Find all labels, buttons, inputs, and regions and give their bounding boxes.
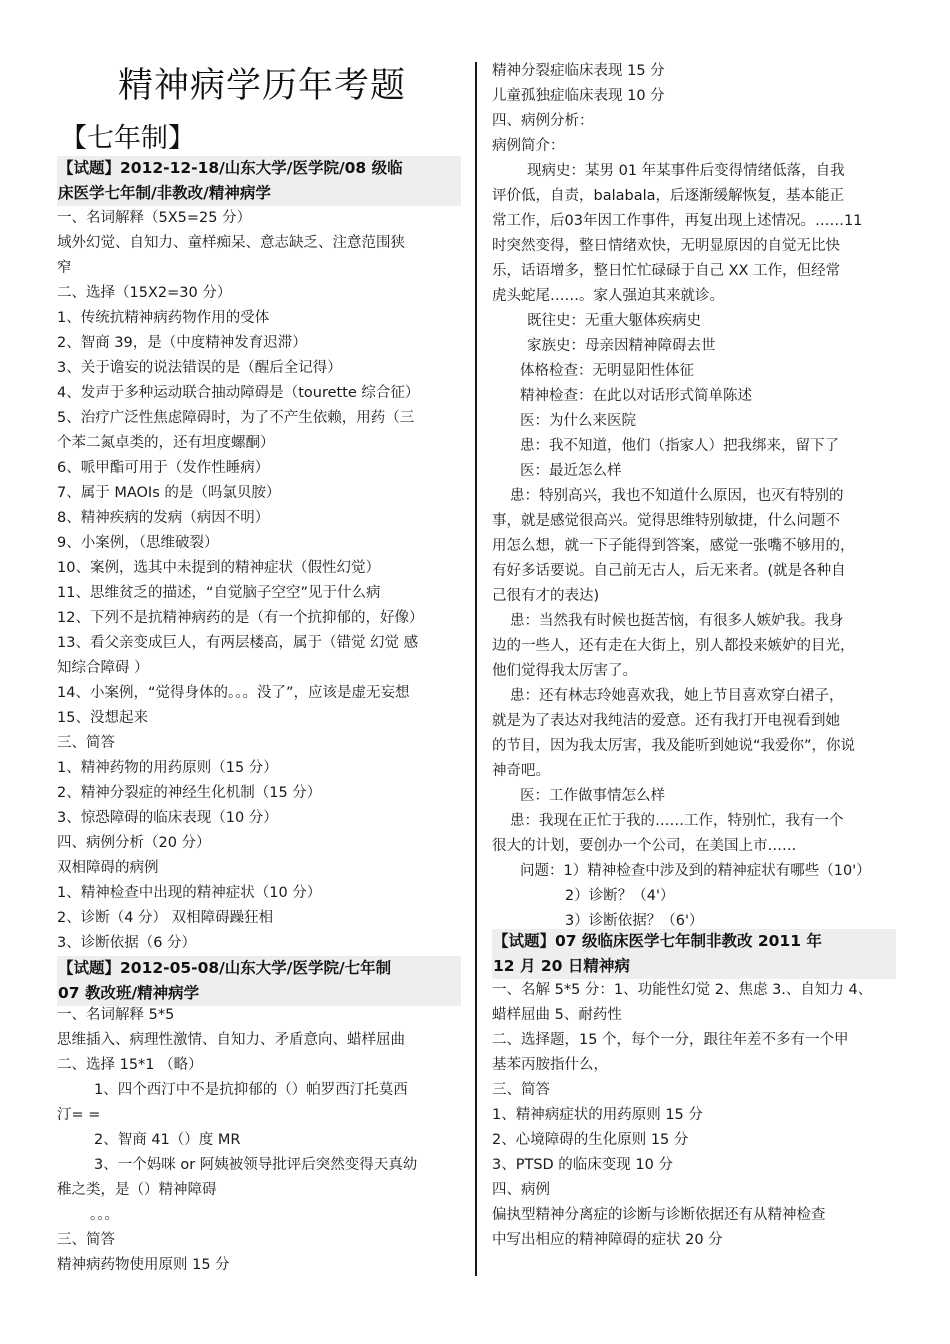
exam-line: 域外幻觉、自知力、童样痴呆、意志缺乏、注意范围狭 <box>57 235 405 251</box>
case-line: 家族史：母亲因精神障碍去世 <box>527 338 716 354</box>
exam-line: 基苯丙胺指什么， <box>492 1057 608 1073</box>
exam-line: 知综合障碍 ） <box>57 660 149 676</box>
section-header-line: 07 教改班/精神病学 <box>58 984 200 1002</box>
exam-line: 14、小案例，“觉得身体的。。。没了”，应该是虚无妄想 <box>57 685 410 701</box>
case-line: 患：特别高兴，我也不知道什么原因，也灭有特别的 <box>510 488 844 504</box>
exam-line: 个苯二氮卓类的，还有坦度螺酮） <box>57 435 275 451</box>
case-line: 患：我不知道，他们（指家人）把我绑来，留下了 <box>520 438 839 454</box>
exam-header-2012-12 <box>57 156 461 206</box>
exam-line: 1、传统抗精神病药物作用的受体 <box>57 310 270 326</box>
exam-line: 6、哌甲酯可用于（发作性睡病） <box>57 460 270 476</box>
case-line: 现病史：某男 01 年某事件后变得情绪低落，自我 <box>527 163 845 179</box>
case-line: 的节目，因为我太厉害，我及能听到她说“我爱你”，你说 <box>492 738 856 754</box>
section-header-line: 【试题】2012-05-08/山东大学/医学院/七年制 <box>58 959 392 977</box>
exam-line: 思维插入、病理性激情、自知力、矛盾意向、蜡样屈曲 <box>57 1032 405 1048</box>
case-line: 患：还有林志玲她喜欢我，她上节目喜欢穿白裙子， <box>510 688 844 704</box>
case-line: 很大的计划，要创办一个公司，在美国上市…… <box>492 838 797 854</box>
exam-line: 15、没想起来 <box>57 710 148 726</box>
exam-line: 4、发声于多种运动联合抽动障碍是（tourette 综合征） <box>57 385 420 401</box>
case-line: 医：工作做事情怎么样 <box>520 788 665 804</box>
exam-line: 二、选择题，15 个，每个一分，跟往年差不多有一个甲 <box>492 1032 849 1048</box>
case-line: 病例简介： <box>492 138 565 154</box>
exam-line: 2、智商 41（）度 MR <box>94 1132 241 1148</box>
page-subtitle: 【七年制】 <box>60 123 195 154</box>
exam-line: 1、精神病症状的用药原则 15 分 <box>492 1107 703 1123</box>
exam-line: 1、精神药物的用药原则（15 分） <box>57 760 278 776</box>
case-line: 就是为了表达对我纯洁的爱意。还有我打开电视看到她 <box>492 713 840 729</box>
exam-line: 一、名词解释（5X5=25 分） <box>57 210 252 226</box>
case-line: 神奇吧。 <box>492 763 550 779</box>
exam-line: 3、PTSD 的临床变现 10 分 <box>492 1157 673 1173</box>
exam-header-2011-12 <box>492 929 896 979</box>
case-line: 医：为什么来医院 <box>520 413 636 429</box>
case-line: 用怎么想，就一下子能得到答案，感觉一张嘴不够用的， <box>492 538 855 554</box>
exam-line: 四、病例分析（20 分） <box>57 835 211 851</box>
exam-line: 2、诊断（4 分） 双相障碍躁狂相 <box>57 910 274 926</box>
case-line: 常工作，后03年因工作事件，再复出现上述情况。……11 <box>492 213 863 229</box>
case-line: 患：当然我有时候也挺苦恼，有很多人嫉妒我。我身 <box>510 613 844 629</box>
case-line: 儿童孤独症临床表现 10 分 <box>492 88 665 104</box>
case-line: 体格检查：无明显阳性体征 <box>520 363 694 379</box>
exam-line: 10、案例，选其中未提到的精神症状（假性幻觉） <box>57 560 380 576</box>
exam-line: 二、选择（15X2=30 分） <box>57 285 232 301</box>
exam-line: 一、名解 5*5 分：1、功能性幻觉 2、焦虑 3.、自知力 4、 <box>492 982 873 998</box>
case-line: 医：最近怎么样 <box>520 463 622 479</box>
exam-line: 2、智商 39，是（中度精神发育迟滞） <box>57 335 307 351</box>
case-line: 虎头蛇尾……。家人强迫其来就诊。 <box>492 288 724 304</box>
exam-line: 3、诊断依据（6 分） <box>57 935 197 951</box>
exam-line: 1、四个西汀中不是抗抑郁的（）帕罗西汀托莫西 <box>94 1082 408 1098</box>
page-title: 精神病学历年考题 <box>118 66 407 106</box>
exam-line: 2、精神分裂症的神经生化机制（15 分） <box>57 785 322 801</box>
exam-line: 二、选择 15*1 （略） <box>57 1057 203 1073</box>
exam-line: 3、惊恐障碍的临床表现（10 分） <box>57 810 278 826</box>
case-line: 评价低，自责，balabala，后逐渐缓解恢复，基本能正 <box>492 188 845 204</box>
exam-line: 13、看父亲变成巨人，有两层楼高，属于（错觉 幻觉 感 <box>57 635 419 651</box>
exam-line: 8、精神疾病的发病（病因不明） <box>57 510 270 526</box>
case-line: 问题：1）精神检查中涉及到的精神症状有哪些（10'） <box>520 863 871 879</box>
exam-line: 3、一个妈咪 or 阿姨被领导批评后突然变得天真幼 <box>94 1157 418 1173</box>
section-header-line: 【试题】07 级临床医学七年制非教改 2011 年 <box>493 932 822 950</box>
case-line: 边的一些人，还有走在大街上，别人都投来嫉妒的目光， <box>492 638 855 654</box>
exam-header-2012-05 <box>57 956 461 1006</box>
section-header-line: 床医学七年制/非教改/精神病学 <box>58 184 271 202</box>
exam-line: 1、精神检查中出现的精神症状（10 分） <box>57 885 322 901</box>
exam-line: 双相障碍的病例 <box>57 860 159 876</box>
case-line: 3）诊断依据？（6'） <box>565 913 704 929</box>
exam-line: 窄 <box>57 260 72 276</box>
exam-line: 偏执型精神分离症的诊断与诊断依据还有从精神检查 <box>492 1207 826 1223</box>
section-header-line: 【试题】2012-12-18/山东大学/医学院/08 级临 <box>58 159 403 177</box>
case-line: 时突然变得，整日情绪欢快，无明显原因的自觉无比快 <box>492 238 840 254</box>
case-line: 他们觉得我太厉害了。 <box>492 663 637 679</box>
case-line: 精神检查：在此以对话形式简单陈述 <box>520 388 752 404</box>
exam-line: 2、心境障碍的生化原则 15 分 <box>492 1132 689 1148</box>
case-line: 己很有才的表达) <box>492 588 600 604</box>
exam-line: 12、下列不是抗精神病药的是（有一个抗抑郁的，好像） <box>57 610 424 626</box>
exam-line: 稚之类，是（）精神障碍 <box>57 1182 217 1198</box>
case-line: 有好多话要说。自己前无古人，后无来者。(就是各种自 <box>492 563 846 579</box>
exam-line: 三、简答 <box>57 735 115 751</box>
exam-line: 中写出相应的精神障碍的症状 20 分 <box>492 1232 723 1248</box>
exam-line: 9、小案例，（思维破裂） <box>57 535 219 551</box>
exam-line: 3、关于谵妄的说法错误的是（醒后全记得） <box>57 360 342 376</box>
case-line: 2）诊断？（4'） <box>565 888 675 904</box>
section-header-line: 12 月 20 日精神病 <box>493 957 630 975</box>
column-divider <box>475 62 477 1276</box>
exam-line: 7、属于 MAOIs 的是（吗氯贝胺） <box>57 485 281 501</box>
case-line: 既往史：无重大躯体疾病史 <box>527 313 701 329</box>
exam-line: 蜡样屈曲 5、耐药性 <box>492 1007 622 1023</box>
case-line: 精神分裂症临床表现 15 分 <box>492 63 665 79</box>
case-line: 患：我现在正忙于我的……工作，特别忙，我有一个 <box>510 813 844 829</box>
exam-line: 四、病例 <box>492 1182 550 1198</box>
case-line: 乐，话语增多，整日忙忙碌碌于自己 XX 工作，但经常 <box>492 263 841 279</box>
exam-line: 精神病药物使用原则 15 分 <box>57 1257 230 1273</box>
case-line: 事，就是感觉很高兴。觉得思维特别敏捷，什么问题不 <box>492 513 840 529</box>
exam-line: 一、名词解释 5*5 <box>57 1007 175 1023</box>
exam-line: 。。。 <box>90 1207 119 1223</box>
exam-line: 11、思维贫乏的描述，“自觉脑子空空”见于什么病 <box>57 585 381 601</box>
exam-line: 三、简答 <box>492 1082 550 1098</box>
exam-line: 三、简答 <box>57 1232 115 1248</box>
exam-line: 汀= = <box>57 1107 101 1123</box>
case-line: 四、病例分析： <box>492 113 594 129</box>
exam-line: 5、治疗广泛性焦虑障碍时，为了不产生依赖，用药（三 <box>57 410 415 426</box>
